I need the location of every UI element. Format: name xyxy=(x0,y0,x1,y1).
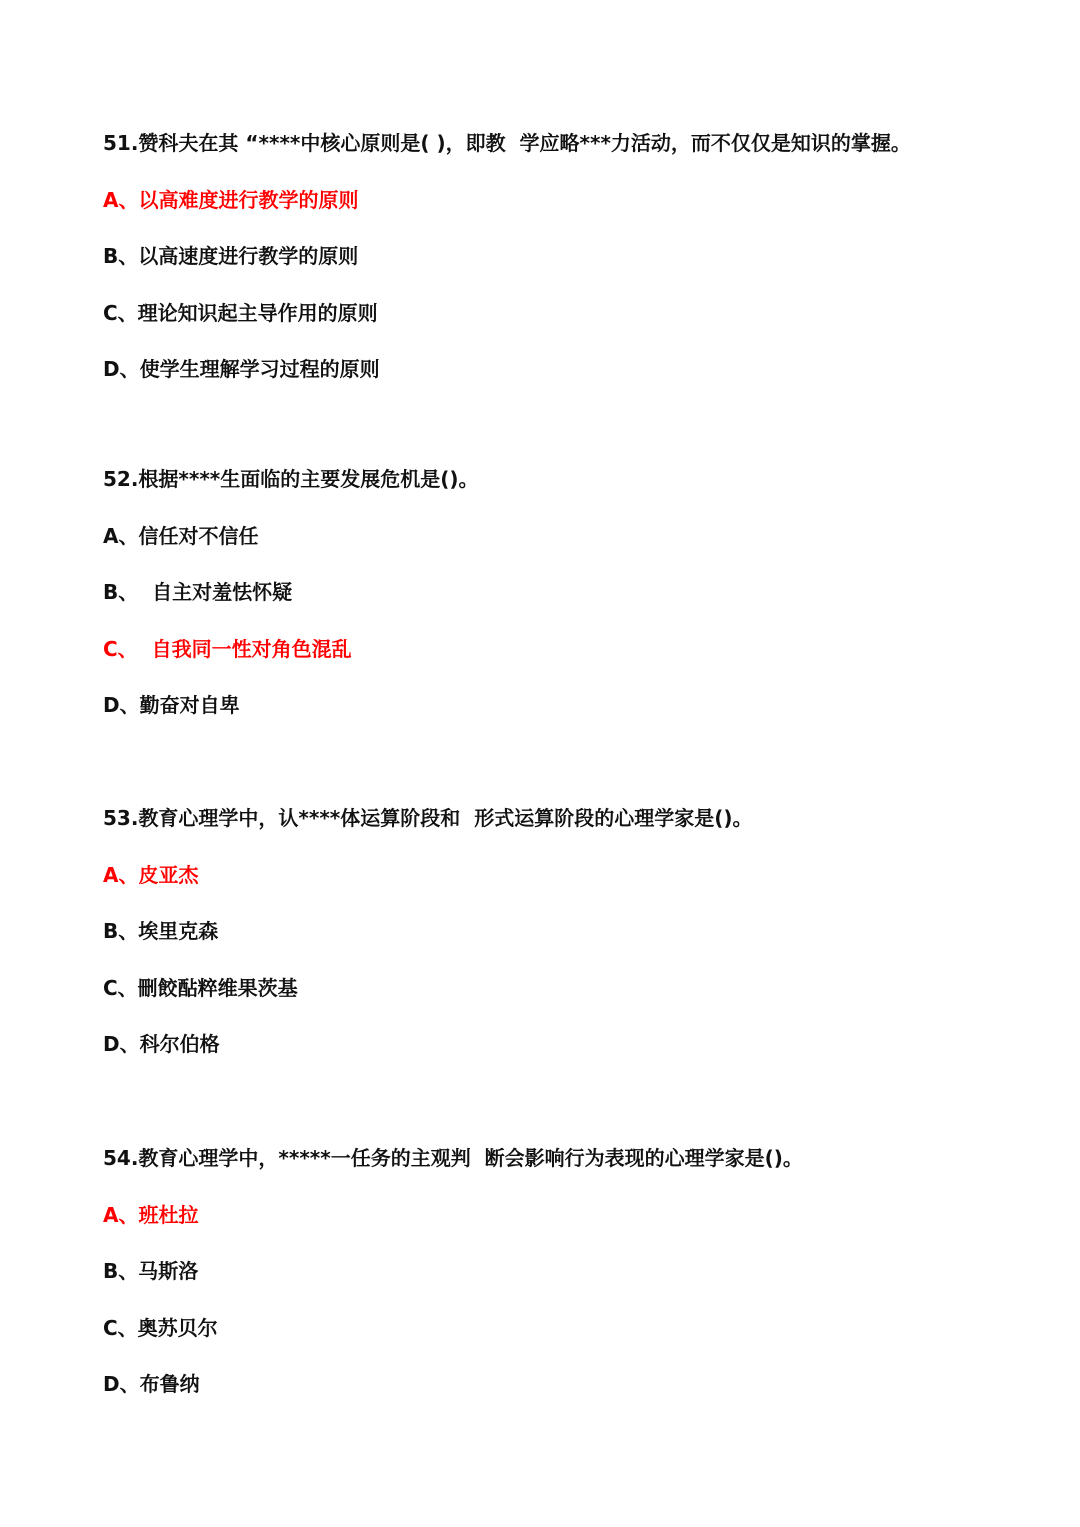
option-b: B、马斯洛 xyxy=(103,1259,199,1283)
option-c: C、刪餃酟粹维果茨基 xyxy=(103,976,298,1000)
option-a: A、班杜拉 xyxy=(103,1203,199,1227)
question-stem: 52.根据****生面临的主要发展危机是()。 xyxy=(103,467,479,491)
option-c: C、 自我同一性对角色混乱 xyxy=(103,637,352,661)
option-d: D、科尔伯格 xyxy=(103,1032,220,1056)
option-a: A、以高难度进行教学的原则 xyxy=(103,188,359,212)
option-d: D、勤奋对自卑 xyxy=(103,693,240,717)
option-b: B、埃里克森 xyxy=(103,919,219,943)
option-d: D、布鲁纳 xyxy=(103,1372,200,1396)
option-b: B、以高速度进行教学的原则 xyxy=(103,244,359,268)
option-c: C、理论知识起主导作用的原则 xyxy=(103,301,378,325)
question-stem: 54.教育心理学中，*****一任务的主观判 断会影响行为表现的心理学家是()。 xyxy=(103,1146,803,1170)
option-a: A、皮亚杰 xyxy=(103,863,199,887)
option-c: C、奥苏贝尔 xyxy=(103,1316,218,1340)
question-stem: 53.教育心理学中，认****体运算阶段和 形式运算阶段的心理学家是()。 xyxy=(103,806,753,830)
option-b: B、 自主对羞怯怀疑 xyxy=(103,580,293,604)
option-a: A、信任对不信任 xyxy=(103,524,259,548)
option-d: D、使学生理解学习过程的原则 xyxy=(103,357,380,381)
question-stem: 51.赞科夫在其 “****中核心原则是( )，即教 学应略***力活动，而不仅仅是知识的掌握。 xyxy=(103,131,911,155)
